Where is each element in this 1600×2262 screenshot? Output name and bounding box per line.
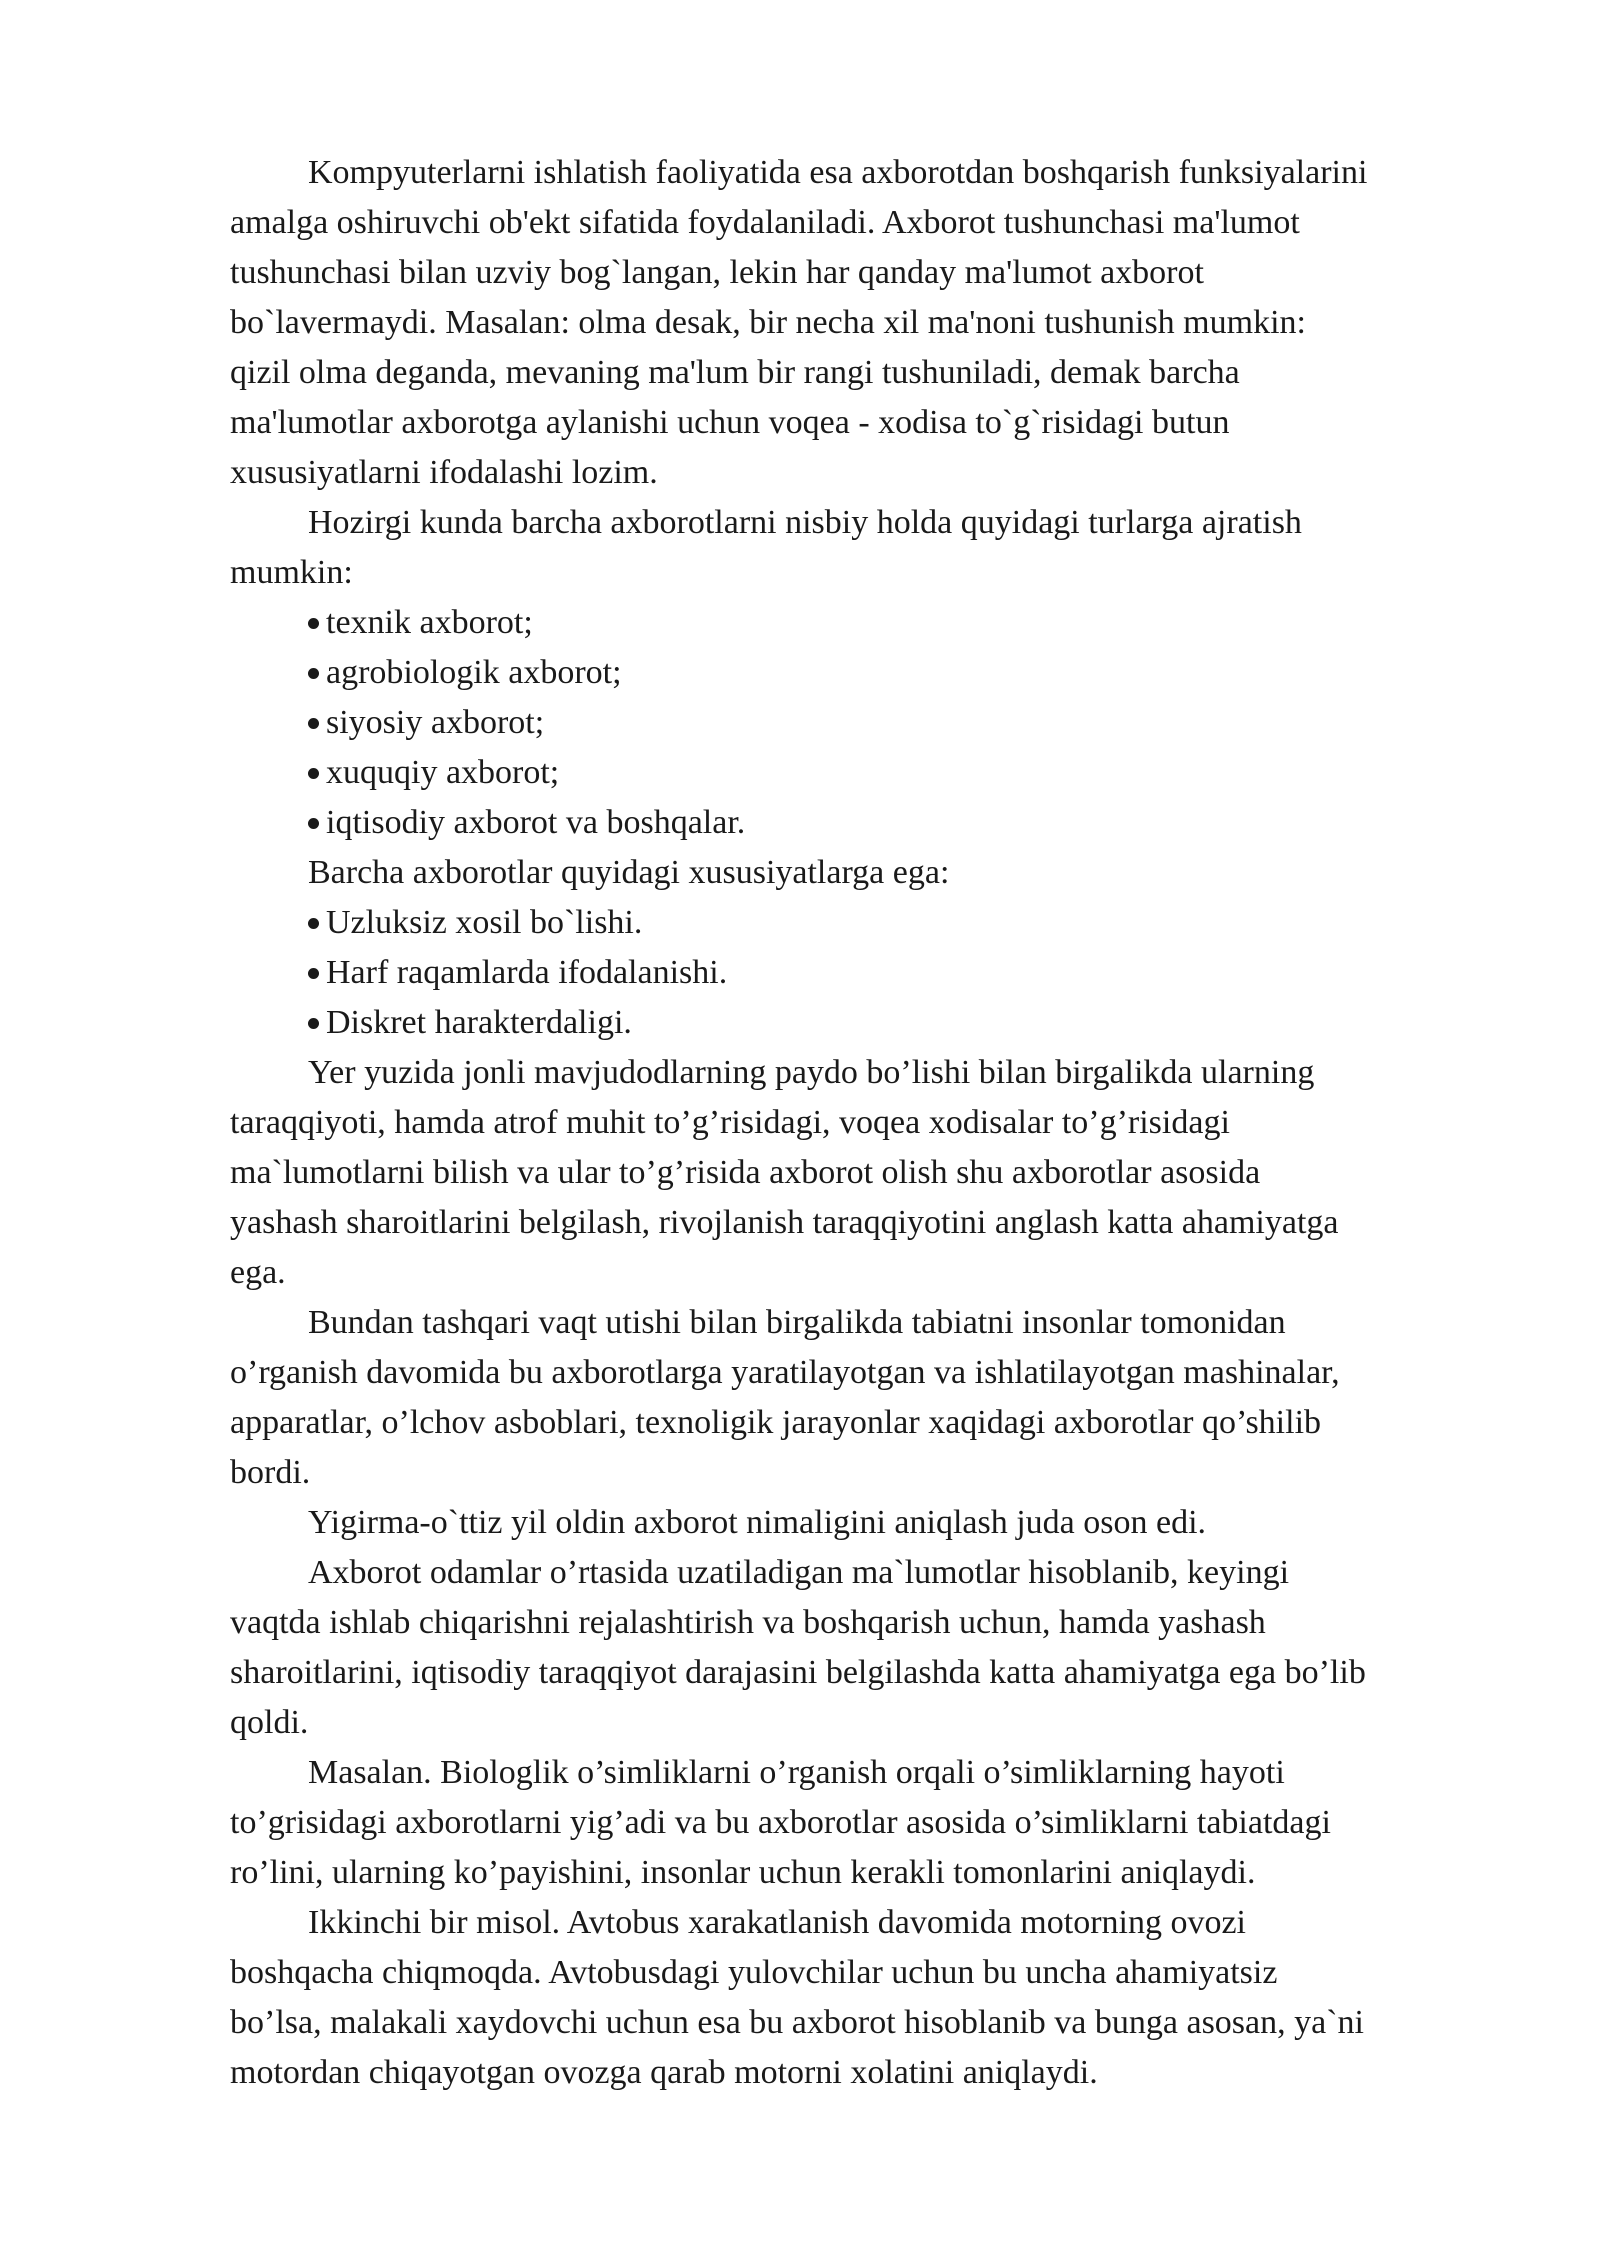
text-line: ega. — [230, 1254, 286, 1291]
list-item — [308, 598, 1500, 648]
text-line: to’grisidagi axborotlarni yig’adi va bu axborotlar asosida o’simliklarni tabiatdagi — [230, 1804, 1331, 1841]
paragraph — [230, 148, 1500, 498]
list-item — [308, 648, 1500, 698]
text-line: ro’lini, ularning ko’payishini, insonlar uchun kerakli tomonlarini aniqlaydi. — [230, 1854, 1256, 1891]
list-item — [308, 948, 1500, 998]
bullet-icon — [308, 818, 319, 829]
text-line: vaqtda ishlab chiqarishni rejalashtirish va boshqarish uchun, hamda yashash — [230, 1604, 1266, 1641]
text-line: yashash sharoitlarini belgilash, rivojlanish taraqqiyotini anglash katta ahamiyatga — [230, 1204, 1339, 1241]
bullet-icon — [308, 668, 319, 679]
list-item-text: Diskret harakterdaligi. — [326, 1004, 632, 1041]
list-item-text: Uzluksiz xosil bo`lishi. — [326, 904, 643, 941]
bullet-icon — [308, 718, 319, 729]
text-line: Yigirma-o`ttiz yil oldin axborot nimaligini aniqlash juda oson edi. — [308, 1504, 1207, 1541]
list-item-text: xuquqiy axborot; — [326, 754, 560, 791]
bullet-icon — [308, 968, 319, 979]
text-line: bo’lsa, malakali xaydovchi uchun esa bu axborot hisoblanib va bunga asosan, ya`ni — [230, 2004, 1364, 2041]
paragraph — [230, 1898, 1500, 2098]
paragraph — [230, 1298, 1500, 1498]
text-line: ma'lumotlar axborotga aylanishi uchun voqea - xodisa to`g`risidagi butun — [230, 404, 1230, 441]
list-item-text: agrobiologik axborot; — [326, 654, 622, 691]
paragraph — [230, 498, 1500, 598]
list-item-text: texnik axborot; — [326, 604, 533, 641]
text-line: sharoitlarini, iqtisodiy taraqqiyot darajasini belgilashda katta ahamiyatga ega bo’lib — [230, 1654, 1366, 1691]
text-line: bordi. — [230, 1454, 311, 1491]
list-item — [308, 698, 1500, 748]
text-line: taraqqiyoti, hamda atrof muhit to’g’risidagi, voqea xodisalar to’g’risidagi — [230, 1104, 1230, 1141]
list-item-text: Harf raqamlarda ifodalanishi. — [326, 954, 728, 991]
text-line: ma`lumotlarni bilish va ular to’g’risida axborot olish shu axborotlar asosida — [230, 1154, 1261, 1191]
paragraph — [230, 1048, 1500, 1298]
information-types-list — [230, 598, 1500, 848]
paragraph — [230, 1548, 1500, 1748]
list-item — [308, 898, 1500, 948]
text-line: bo`lavermaydi. Masalan: olma desak, bir necha xil ma'noni tushunish mumkin: — [230, 304, 1306, 341]
paragraph — [230, 1748, 1500, 1898]
list-item — [308, 798, 1500, 848]
bullet-icon — [308, 768, 319, 779]
text-line: mumkin: — [230, 554, 353, 591]
text-line: Bundan tashqari vaqt utishi bilan birgalikda tabiatni insonlar tomonidan — [308, 1304, 1286, 1341]
information-properties-list — [230, 898, 1500, 1048]
text-line: Yer yuzida jonli mavjudodlarning paydo bo’lishi bilan birgalikda ularning — [308, 1054, 1315, 1091]
text-line: Masalan. Biologlik o’simliklarni o’rganish orqali o’simliklarning hayoti — [308, 1754, 1285, 1791]
list-item — [308, 998, 1500, 1048]
list-item-text: iqtisodiy axborot va boshqalar. — [326, 804, 746, 841]
text-line: Kompyuterlarni ishlatish faoliyatida esa axborotdan boshqarish funksiyalarini — [308, 154, 1368, 191]
text-line: apparatlar, o’lchov asboblari, texnoligik jarayonlar xaqidagi axborotlar qo’shilib — [230, 1404, 1322, 1441]
text-line: xususiyatlarni ifodalashi lozim. — [230, 454, 658, 491]
bullet-icon — [308, 618, 319, 629]
text-line: tushunchasi bilan uzviy bog`langan, lekin har qanday ma'lumot axborot — [230, 254, 1204, 291]
paragraph — [230, 1498, 1500, 1548]
text-line: qizil olma deganda, mevaning ma'lum bir rangi tushuniladi, demak barcha — [230, 354, 1240, 391]
text-line: Hozirgi kunda barcha axborotlarni nisbiy holda quyidagi turlarga ajratish — [308, 504, 1302, 541]
text-line: amalga oshiruvchi ob'ekt sifatida foydalaniladi. Axborot tushunchasi ma'lumot — [230, 204, 1300, 241]
text-line: Ikkinchi bir misol. Avtobus xarakatlanish davomida motorning ovozi — [308, 1904, 1247, 1941]
document-page — [230, 148, 1500, 2098]
text-line: motordan chiqayotgan ovozga qarab motorni xolatini aniqlaydi. — [230, 2054, 1098, 2091]
text-line: Axborot odamlar o’rtasida uzatiladigan ma`lumotlar hisoblanib, keyingi — [308, 1554, 1290, 1591]
bullet-icon — [308, 1018, 319, 1029]
list-item — [308, 748, 1500, 798]
text-line: boshqacha chiqmoqda. Avtobusdagi yulovchilar uchun bu uncha ahamiyatsiz — [230, 1954, 1278, 1991]
text-line: qoldi. — [230, 1704, 309, 1741]
bullet-icon — [308, 918, 319, 929]
text-line: o’rganish davomida bu axborotlarga yaratilayotgan va ishlatilayotgan mashinalar, — [230, 1354, 1340, 1391]
list-item-text: siyosiy axborot; — [326, 704, 545, 741]
list-intro: Barcha axborotlar quyidagi xususiyatlarga ega: — [308, 854, 950, 891]
